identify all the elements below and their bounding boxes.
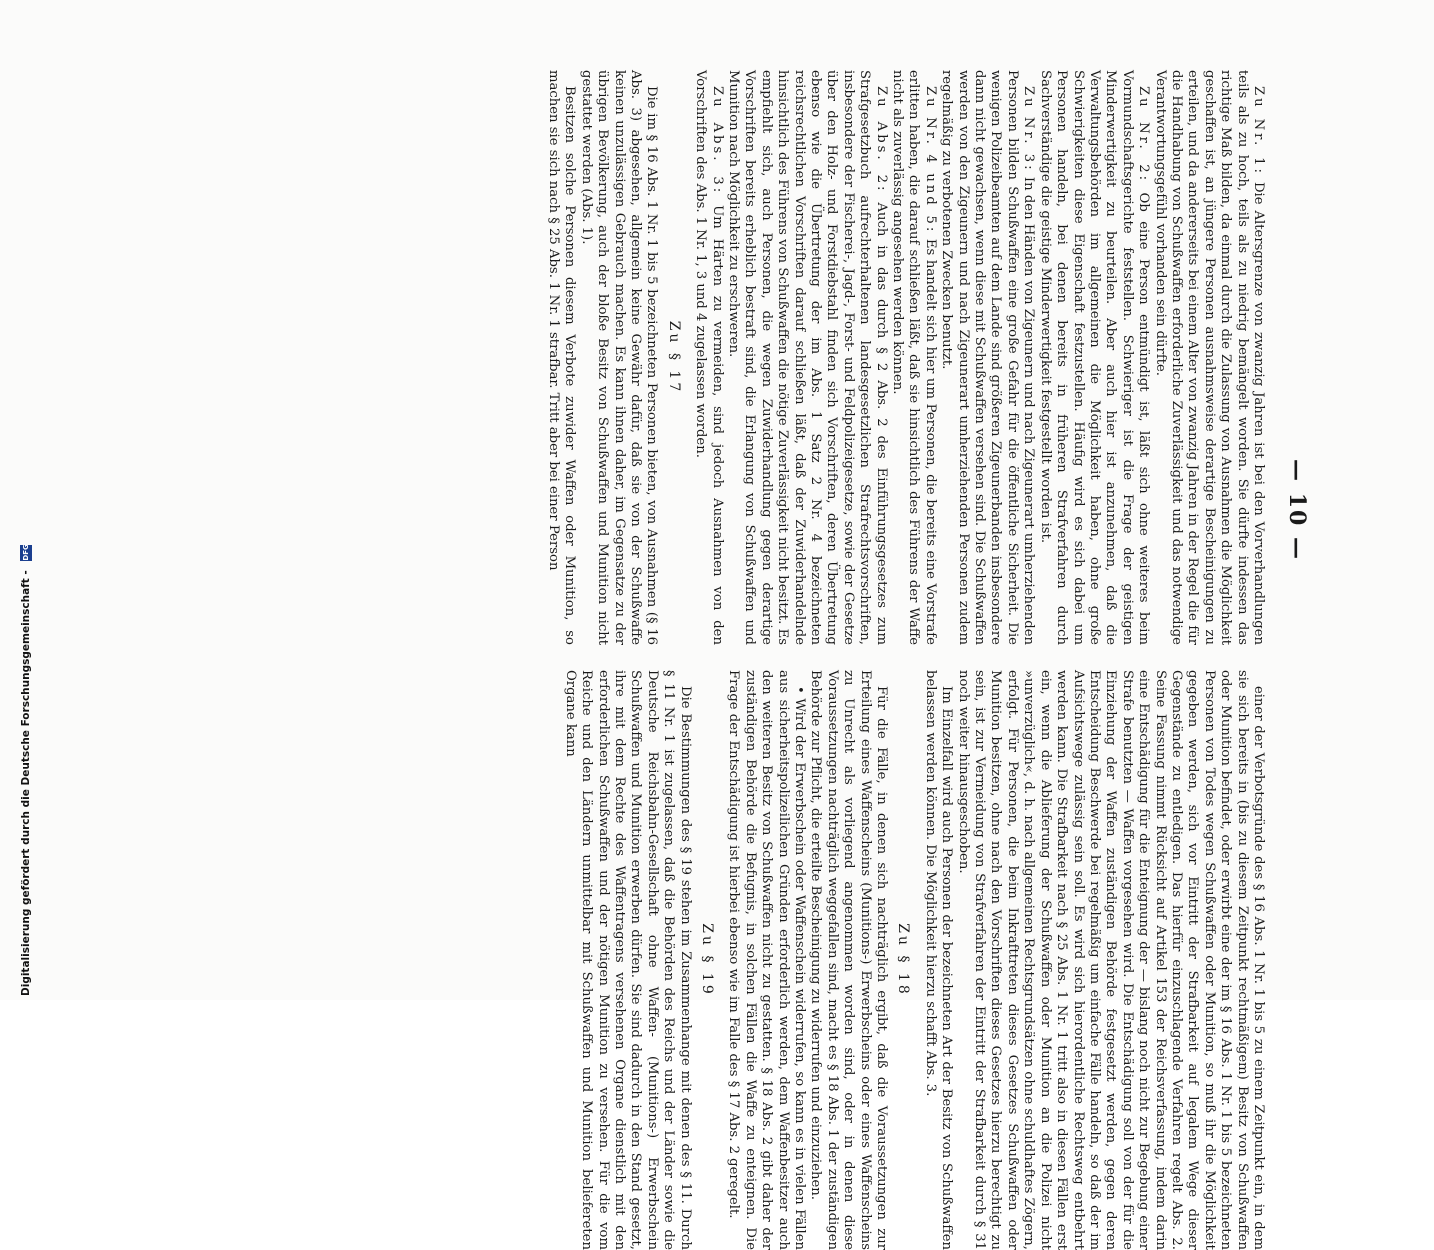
paragraph xyxy=(1151,70,1266,645)
paragraph-text: Um Härten zu vermeiden, sind jedoch Ausnahmen von den Vorschriften des Abs. 1 Nr. 1, 3 und 4 zugelassen worden. xyxy=(693,70,725,645)
paragraph-text: Auch in das durch § 2 Abs. 2 des Einführungsgesetzes zum Strafgesetzbuch aufrechterhaltenen landesgesetzlichen Strafrechtsvorschriften, insbesondere der Fischerei-, Jagd-, Forst- und Feldpolizeigesetze, sowie der Gesetze über den Holz- und Forstdiebstahl finden sich Vorschriften, deren Übertretung ebenso wie die Übertretung der im Abs. 1 Satz 2 Nr. 4 bezeichneten reichsrechtlichen Vorschriften darauf schließen läßt, daß der Zuwiderhandelnde hinsichtlich des Führens von Schußwaffen die nötige Zuverlässigkeit nicht besitzt. Es empfiehlt sich, auch Personen, die wegen Zuwiderhandlung gegen derartige Vorschriften bereits erheblich bestraft sind, die Erlangung von Schußwaffen und Munition nach Möglichkeit zu erschweren. xyxy=(726,70,889,645)
dfg-logo-icon: DFG xyxy=(22,544,30,561)
paragraph-text: Es handelt sich hier um Personen, die bereits eine Vorstrafe erlitten haben, die darauf schließen läßt, daß sie hinsichtlich des Führens der Waffe nicht als zuverlässig angesehen werden können. xyxy=(890,70,938,645)
paragraph-text: Die Bestimmungen des § 19 stehen im Zusammenhange mit denen des § 11. Durch § 11 Nr. 1 ist zugelassen, daß die Behörden des Reichs und der Länder sowie die Deutsche Reichsbahn-Gesellschaft ohne Waffen- (Munitions-) Erwerbschein Schußwaffen und Munition erwerben dürfen. Sie sind dadurch in den Stand gesetzt, ihre mit dem Rechte des Waffentragens versehenen Organe dienstlich mit den erforderlichen Schußwaffen und der nötigen Munition zu versehen. Für die vom Reiche und den Ländern unmittelbar mit Schußwaffen und Munition beliefereten Organe kann xyxy=(562,670,693,1250)
paragraph xyxy=(954,670,1266,1250)
paragraph-text: Die Altersgrenze von zwanzig Jahren ist bei den Vorverhandlungen teils als zu hoch, teils als zu niedrig bemängelt worden. Sie dürfte indessen das richtige Maß bilden, da einmal durch die Zulassung von Ausnahmen die Möglichkeit geschaffen ist, an jüngere Personen ausnahmsweise derartige Bescheinigungen zu erteilen, und da andererseits bei einem Alter von zwanzig Jahren in der Regel die für die Handhabung von Schußwaffen erforderliche Zuverlässigkeit und das notwendige Verantwortungsgefühl vorhanden sein dürfte. xyxy=(1152,70,1266,645)
paragraph xyxy=(938,70,1036,645)
paragraph xyxy=(807,670,889,1250)
paragraph xyxy=(921,670,954,1250)
left-column xyxy=(545,70,1266,645)
paragraph-lead: Zu Nr. 3: xyxy=(1021,86,1037,173)
paragraph-text: Ob eine Person entmündigt ist, läßt sich ohne weiteres beim Vormundschaftsgerichte feststellen. Schwieriger ist die Frage der geistigen Minderwertigkeit zu beurteilen. Aber auch hier ist anzunehmen, daß die Verwaltungsbehörden im allgemeinen die Möglichkeit haben, ohne große Schwierigkeiten diese Eigenschaft festzustellen. Häufig wird es sich dabei um Personen handeln, bei denen bereits in früheren Strafverfahren durch Sachverständige die geistige Minderwertigkeit festgestellt worden ist. xyxy=(1037,70,1152,645)
paragraph-lead: Zu Abs. 3: xyxy=(709,86,725,196)
paragraph xyxy=(577,70,659,645)
section-heading: Zu § 17 xyxy=(665,320,682,395)
paragraph xyxy=(561,670,692,1250)
section-heading: Zu § 19 xyxy=(699,923,715,997)
paragraph-text: • Wird der Erwerbschein oder Waffenschein widerrufen, so kann es in vielen Fällen aus sicherheitspolizeilichen Gründen erforderlich werden, dem Waffenbesitzer auch den weiteren Besitz von Schußwaffen nicht zu gestatten. § 18 Abs. 2 gibt daher der zuständigen Behörde die Befugnis, in solchen Fällen die Waffe zu enteignen. Die Frage der Entschädigung ist hierbei ebenso wie im Falle des § 17 Abs. 2 geregelt. xyxy=(726,670,808,1250)
paragraph xyxy=(1036,70,1151,645)
rotated-page-content xyxy=(120,70,1310,1250)
paragraph xyxy=(545,70,578,645)
paragraph-text: Besitzen solche Personen diesem Verbote zuwider Waffen oder Munition, so machen sie sich nach § 25 Abs. 1 Nr. 1 strafbar. Tritt aber bei einer Person xyxy=(545,70,578,645)
paragraph xyxy=(889,70,938,645)
section-heading: Zu § 18 xyxy=(895,923,912,997)
page-number: — 10 — xyxy=(1284,459,1310,561)
paragraph-lead: Zu Abs. 2: xyxy=(873,86,889,194)
footer-text: Digitalisierung gefördert durch die Deutsche Forschungsgemeinschaft - xyxy=(20,570,32,996)
paragraph-text: In den Händen von Zigeunern und nach Zigeunerart umherziehenden Personen bilden Schußwaffen eine große Gefahr für die öffentliche Sicherheit. Die wenigen Polizeibeamten auf dem Lande sind größeren Zigeunerbanden insbesondere dann nicht gewachsen, wenn diese mit Schußwaffen versehen sind. Die Schußwaffen werden von den Zigeunern und nach Zigeunerart umherziehenden Personen zudem regelmäßig zu verbotenen Zwecken benutzt. xyxy=(939,70,1037,645)
footer-credit xyxy=(2,0,32,1000)
paragraph-lead: Zu Nr. 2: xyxy=(1136,86,1152,184)
paragraph-lead: Zu Nr. 4 und 5: xyxy=(922,86,938,235)
right-column xyxy=(561,670,1266,1250)
paragraph-text: Im Einzelfall wird auch Personen der bezeichneten Art der Besitz von Schußwaffen belassen werden können. Die Möglichkeit hierzu schafft Abs. 3. xyxy=(922,670,955,1250)
paragraph xyxy=(692,70,725,645)
paragraph-text: Die im § 16 Abs. 1 Nr. 1 bis 5 bezeichneten Personen bieten, von Ausnahmen (§ 16 Abs. 3) abgesehen, allgemein keine Gewähr dafür, daß sie von der Schußwaffe keinen unzulässigen Gebrauch machen. Es kann ihnen daher, im Gegensatze zu der übrigen Bevölkerung, auch der bloße Besitz von Schußwaffen und Munition nicht gestattet werden (Abs. 1). xyxy=(578,70,660,645)
paragraph-text: Für die Fälle, in denen sich nachträglich ergibt, daß die Voraussetzungen zur Erteilung eines Waffenscheins (Munitions-) Erwerbscheins oder eines Waffenscheins zu Unrecht als vorliegend angenommen worden sind, oder in denen diese Voraussetzungen nachträglich weggefallen sind, macht es § 18 Abs. 1 der zuständigen Behörde zur Pflicht, die erteilte Bescheinigung zu widerrufen und einzuziehen. xyxy=(808,670,890,1250)
paragraph xyxy=(725,70,889,645)
paragraph xyxy=(725,670,807,1250)
paragraph-lead: Zu Nr. 1: xyxy=(1251,86,1266,176)
paragraph-text: einer der Verbotsgründe des § 16 Abs. 1 Nr. 1 bis 5 zu einem Zeitpunkt ein, in dem sie sich bereits in (bis zu diesem Zeitpunkt rechtmäßigem) Besitz von Schußwaffen oder Munition befindet, oder erwirbt eine der im § 16 Abs. 1 Nr. 1 bis 5 bezeichneten Personen von Todes wegen Schußwaffen oder Munition, so muß ihr die Möglichkeit gegeben werden, sich vor Eintritt der Strafbarkeit auf legalem Wege dieser Gegenstände zu entledigen. Das hierfür einzuschlagende Verfahren regelt Abs. 2. Seine Fassung nimmt Rücksicht auf Artikel 153 der Reichsverfassung, indem darin eine Entschädigung für die Enteignung der — bislang noch nicht zur Begebung einer Strafe benutzten — Waffen vorgesehen wird. Die Entschädigung soll von der für die Einziehung der Waffen zuständigen Behörde festgesetzt werden, gegen deren Entscheidung Beschwerde bei regelmäßig um einfache Fälle handeln, so daß der im Aufsichtswege zulässig sein soll. Es wird sich hierordentliche Rechtsweg entbehrt werden kann. Die Strafbarkeit nach § 25 Abs. 1 Nr. 1 tritt also in diesen Fällen erst ein, wenn die Ablieferung der Schußwaffen oder Munition an die Polizei nicht »unverzüglich«, d. h. nach allgemeinen Rechtsgrundsätzen ohne schuldhaftes Zögern, erfolgt. Für Personen, die beim Inkrafttreten dieses Gesetzes Schußwaffen oder Munition besitzen, ohne nach den Vorschriften dieses Gesetzes hierzu berechtigt zu sein, ist zur Vermeidung von Strafverfahren der Eintritt der Strafbarkeit durch § 31 noch weiter hinausgeschoben. xyxy=(955,670,1266,1250)
